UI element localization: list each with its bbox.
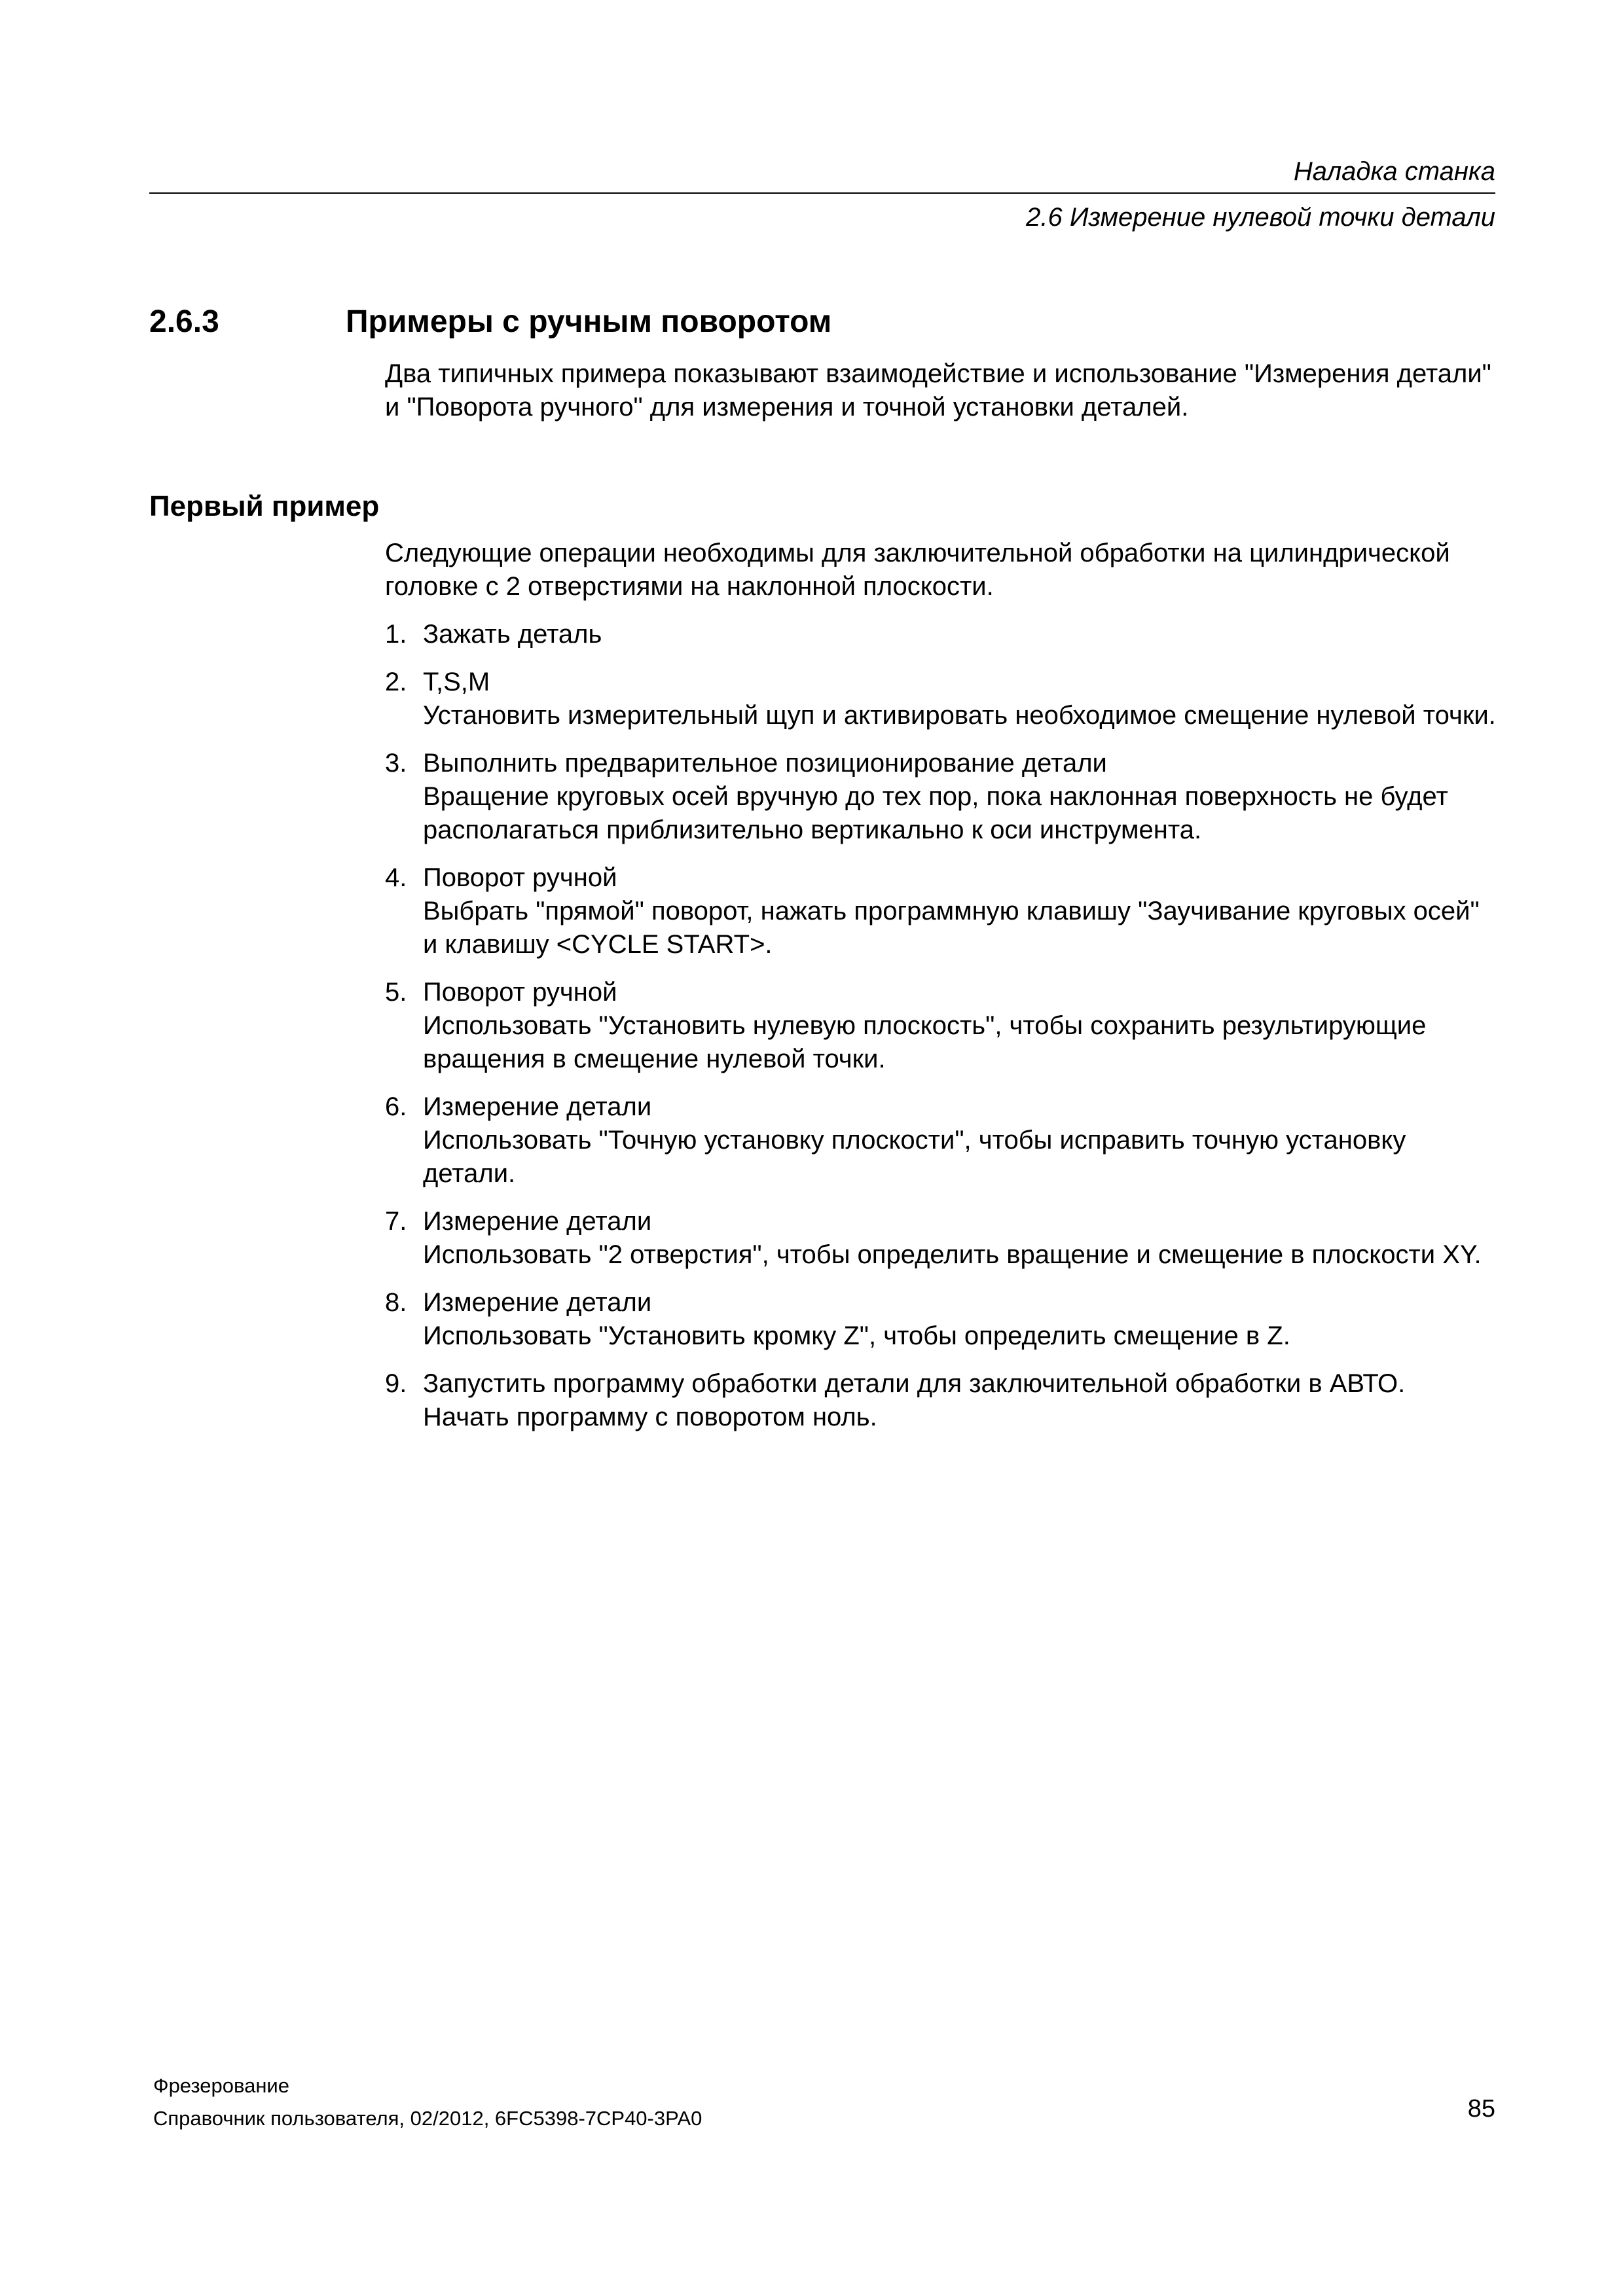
section-heading [149, 302, 1495, 342]
example-body [385, 537, 1498, 1434]
page-number: 85 [1467, 2095, 1495, 2123]
step-text: Поворот ручной [423, 978, 617, 1007]
step-text: T,S,M [423, 668, 490, 696]
section-intro: Два типичных примера показывают взаимодействие и использование "Измерения детали" и "Поворота ручного" для измерения и точной установки деталей. [385, 359, 1491, 422]
footer-product: Фрезерование [153, 2074, 289, 2097]
step-6-description: Использовать "Точную установку плоскости", чтобы исправить точную установку детали. [423, 1126, 1406, 1188]
step-text: Измерение детали [423, 1207, 652, 1236]
step-7-description: Использовать "2 отверстия", чтобы определить вращение и смещение в плоскости XY. [423, 1240, 1482, 1269]
header-section-title: 2.6 Измерение нулевой точки детали [1026, 203, 1495, 232]
step-2 [385, 666, 1498, 699]
step-9 [385, 1367, 1498, 1401]
example-lead: Следующие операции необходимы для заключительной обработки на цилиндрической головке с 2 отверстиями на наклонной плоскости. [385, 539, 1450, 601]
step-text: Зажать деталь [423, 620, 602, 649]
step-number: 5. [385, 978, 407, 1007]
header-chapter-title: Наладка станка [1293, 157, 1495, 186]
step-text: Выполнить предварительное позиционирование детали [423, 749, 1107, 778]
step-3-description: Вращение круговых осей вручную до тех пор, пока наклонная поверхность не будет располагаться приблизительно вертикально к оси инструмента. [423, 782, 1448, 844]
step-2-description: Установить измерительный щуп и активировать необходимое смещение нулевой точки. [423, 701, 1496, 730]
step-9-description: Начать программу с поворотом ноль. [423, 1403, 877, 1431]
step-text: Поворот ручной [423, 863, 617, 892]
step-4-description: Выбрать "прямой" поворот, нажать программную клавишу "Заучивание круговых осей" и клавишу <CYCLE START>. [423, 897, 1480, 959]
step-number: 4. [385, 863, 407, 892]
step-text: Измерение детали [423, 1092, 652, 1121]
step-number: 7. [385, 1207, 407, 1236]
step-5 [385, 976, 1498, 1009]
step-7 [385, 1205, 1498, 1238]
step-number: 6. [385, 1092, 407, 1121]
header-rule [149, 192, 1495, 194]
step-number: 9. [385, 1369, 407, 1398]
step-number: 8. [385, 1288, 407, 1317]
step-8 [385, 1286, 1498, 1319]
footer [153, 2070, 702, 2135]
running-header [149, 154, 1495, 234]
step-text: Запустить программу обработки детали для заключительной обработки в АВТО. [423, 1369, 1406, 1398]
section-title: Примеры с ручным поворотом [346, 304, 832, 339]
step-6 [385, 1090, 1498, 1124]
footer-manual-info: Справочник пользователя, 02/2012, 6FC5398-7CP40-3PA0 [153, 2107, 702, 2130]
step-number: 2. [385, 668, 407, 696]
step-number: 3. [385, 749, 407, 778]
step-5-description: Использовать "Установить нулевую плоскость", чтобы сохранить результирующие вращения в смещение нулевой точки. [423, 1011, 1427, 1073]
step-4 [385, 861, 1498, 895]
step-text: Измерение детали [423, 1288, 652, 1317]
step-8-description: Использовать "Установить кромку Z", чтобы определить смещение в Z. [423, 1321, 1290, 1350]
step-3 [385, 747, 1498, 780]
section-number: 2.6.3 [149, 304, 219, 339]
example-heading: Первый пример [149, 490, 380, 522]
step-1 [385, 618, 1498, 651]
step-number: 1. [385, 620, 407, 649]
